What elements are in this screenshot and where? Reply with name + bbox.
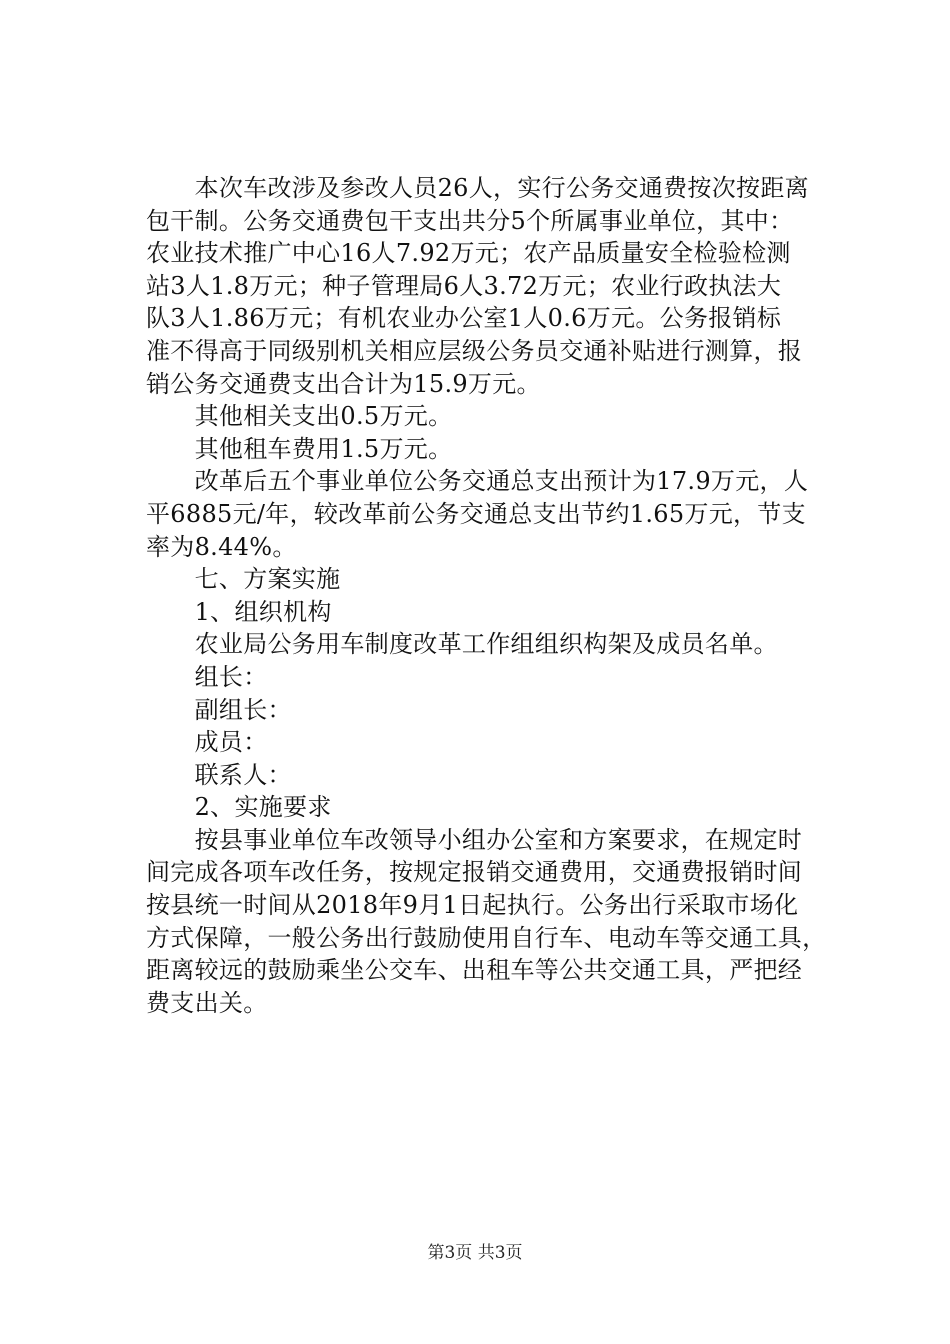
text-line: 改革后五个事业单位公务交通总支出预计为17.9万元，人: [146, 467, 809, 496]
subsection-heading: 1、组织机构: [146, 597, 332, 626]
subsection-heading: 2、实施要求: [146, 793, 332, 822]
text-line: 站3人1.8万元；种子管理局6人3.72万元；农业行政执法大: [146, 271, 782, 300]
text-line: 包干制。公务交通费包干支出共分5个所属事业单位，其中：: [146, 206, 794, 235]
text-line: 队3人1.86万元；有机农业办公室1人0.6万元。公务报销标: [146, 304, 782, 333]
text-line: 间完成各项车改任务，按规定报销交通费用，交通费报销时间: [146, 858, 803, 887]
text-line: 农业技术推广中心16人7.92万元；农产品质量安全检验检测: [146, 239, 791, 268]
text-line: 本次车改涉及参改人员26人，实行公务交通费按次按距离: [146, 174, 809, 202]
role-label-deputy-leader: 副组长：: [146, 695, 292, 724]
text-line: 其他相关支出0.5万元。: [146, 402, 453, 431]
document-body: [146, 172, 836, 1019]
text-line: 距离较远的鼓励乘坐公交车、出租车等公共交通工具，严把经: [146, 956, 803, 985]
text-line: 方式保障，一般公务出行鼓励使用自行车、电动车等交通工具，: [146, 923, 827, 952]
section-heading: 七、方案实施: [146, 565, 341, 594]
text-line: 平6885元/年，较改革前公务交通总支出节约1.65万元，节支: [146, 499, 806, 528]
text-line: 准不得高于同级别机关相应层级公务员交通补贴进行测算，报: [146, 336, 803, 365]
role-label-members: 成员：: [146, 728, 268, 757]
text-line: 农业局公务用车制度改革工作组组织构架及成员名单。: [146, 630, 778, 659]
text-line: 费支出关。: [146, 988, 268, 1017]
text-line: 率为8.44%。: [146, 532, 297, 561]
text-line: 按县事业单位车改领导小组办公室和方案要求，在规定时: [146, 825, 803, 854]
role-label-leader: 组长：: [146, 662, 268, 691]
page-number-footer: 第3页 共3页: [427, 1243, 523, 1263]
text-line: 其他租车费用1.5万元。: [146, 434, 453, 463]
text-line: 按县统一时间从2018年9月1日起执行。公务出行采取市场化: [146, 891, 799, 920]
text-line: 销公务交通费支出合计为15.9万元。: [146, 369, 541, 398]
role-label-contact: 联系人：: [146, 760, 292, 789]
